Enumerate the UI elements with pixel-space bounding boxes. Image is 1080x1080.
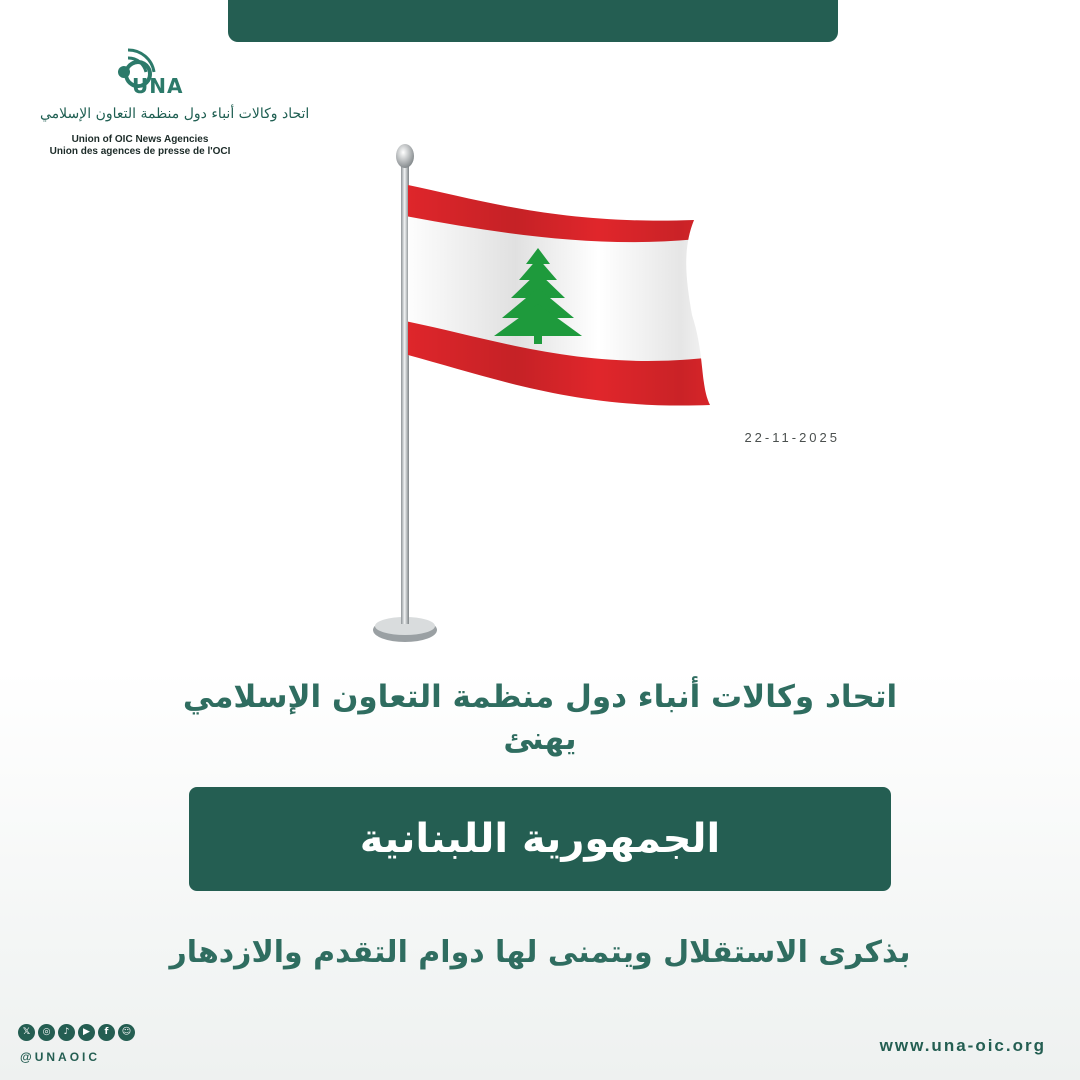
snapchat-icon[interactable]: ☺: [118, 1024, 135, 1041]
social-icons: [18, 1024, 135, 1041]
tiktok-icon[interactable]: ♪: [58, 1024, 75, 1041]
org-name-arabic: اتحاد وكالات أنباء دول منظمة التعاون الإسلامي: [40, 106, 310, 122]
lebanon-flag-illustration: [360, 140, 720, 660]
una-logo: [40, 44, 310, 164]
flag-pole: [401, 162, 409, 624]
x-icon[interactable]: 𝕏: [18, 1024, 35, 1041]
congratulation-headline: [100, 676, 980, 760]
wish-text: بذكرى الاستقلال ويتمنى لها دوام التقدم والازدهار: [169, 935, 911, 970]
pole-finial: [396, 144, 414, 168]
top-banner: [228, 0, 838, 42]
headline-line-1: اتحاد وكالات أنباء دول منظمة التعاون الإسلامي: [182, 679, 898, 715]
headline-line-2: يهنئ: [503, 721, 577, 757]
org-name-french: Union des agences de presse de l'OCI: [49, 146, 231, 157]
social-handle[interactable]: @UNAOIC: [20, 1050, 101, 1064]
facebook-icon[interactable]: f: [98, 1024, 115, 1041]
instagram-icon[interactable]: ◎: [38, 1024, 55, 1041]
country-name: الجمهورية اللبنانية: [359, 816, 721, 862]
website-link[interactable]: www.una-oic.org: [879, 1036, 1046, 1055]
youtube-icon[interactable]: ▶: [78, 1024, 95, 1041]
country-banner: [189, 787, 891, 891]
post-date: 22-11-2025: [744, 430, 840, 445]
org-name-english: Union of OIC News Agencies: [71, 134, 209, 145]
una-logo-text: UNA: [132, 74, 184, 98]
